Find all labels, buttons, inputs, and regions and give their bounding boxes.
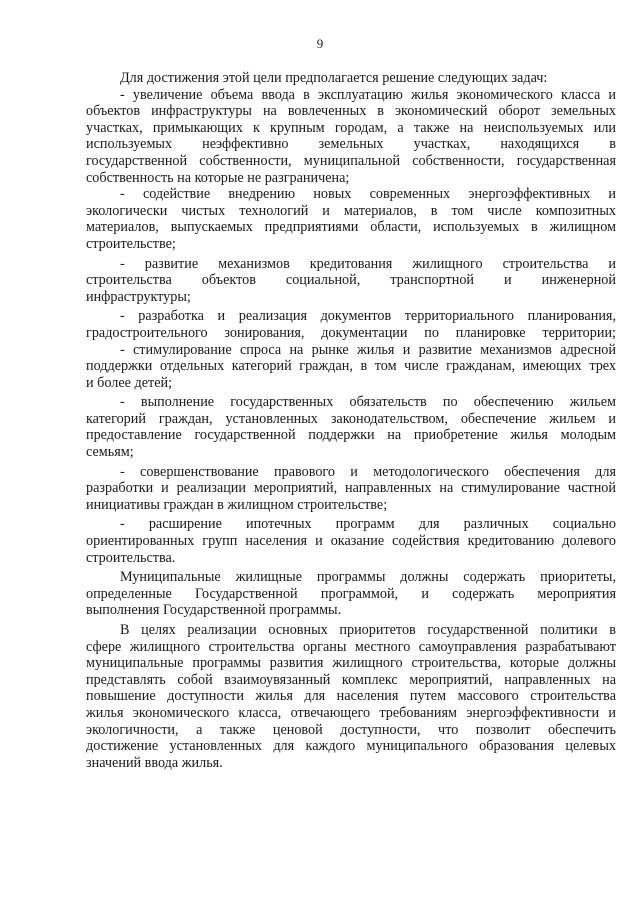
- text-line: семьям;: [86, 444, 134, 461]
- text-line: Для достижения этой цели предполагается решение следующих задач:: [120, 70, 548, 86]
- text-line: и более детей;: [86, 374, 173, 391]
- text-line: экологически чистых технологий и материалов, в том числе композитных: [86, 202, 616, 219]
- text-line: - содействие внедрению новых современных энергоэффективных и: [120, 186, 616, 203]
- text-line: градостроительного зонирования, документации по планировке территории;: [86, 324, 616, 341]
- text-line: экологичности, а также ценовой доступности, что позволит обеспечить: [86, 721, 616, 738]
- text-line: жилья экономического класса, отвечающего требованиям энергоэффективности и: [86, 704, 616, 721]
- text-line: строительства.: [86, 549, 176, 566]
- text-line: участках, примыкающих к крупным городам, а также на неиспользуемых или: [86, 119, 616, 136]
- text-line: - расширение ипотечных программ для различных социально: [120, 516, 616, 533]
- text-line: Муниципальные жилищные программы должны содержать приоритеты,: [120, 569, 616, 586]
- text-line: разработки и реализации мероприятий, направленных на стимулирование частной: [86, 480, 616, 497]
- text-line: муниципальные программы развития жилищного строительства, которые должны: [86, 655, 616, 672]
- text-line: - совершенствование правового и методологического обеспечения для: [120, 463, 616, 480]
- text-line: - разработка и реализация документов территориального планирования,: [120, 308, 616, 325]
- document-body: [86, 70, 616, 771]
- text-line: категорий граждан, установленных законодательством, обеспечение жильем и: [86, 410, 616, 427]
- text-line: ориентированных групп населения и оказание содействия кредитованию долевого: [86, 533, 616, 550]
- text-line: строительства объектов социальной, транспортной и инженерной: [86, 272, 616, 289]
- text-line: В целях реализации основных приоритетов государственной политики в: [120, 622, 616, 638]
- text-line: - стимулирование спроса на рынке жилья и развитие механизмов адресной: [120, 341, 616, 358]
- text-line: инициативы граждан в жилищном строительстве;: [86, 496, 388, 513]
- text-line: строительстве;: [86, 235, 176, 252]
- text-line: значений ввода жилья.: [86, 754, 223, 771]
- text-line: повышение доступности жилья для населения путем массового строительства: [86, 688, 616, 705]
- page-number: 9: [316, 36, 324, 51]
- text-line: достижение установленных для каждого муниципального образования целевых: [86, 738, 616, 755]
- text-line: поддержки отдельных категорий граждан, в том числе гражданам, имеющих трех: [86, 358, 616, 375]
- text-line: сфере жилищного строительства органы местного самоуправления разрабатывают: [86, 638, 616, 655]
- text-line: - развитие механизмов кредитования жилищного строительства и: [120, 255, 616, 272]
- text-line: собственность на которые не разграничена;: [86, 169, 350, 186]
- text-line: инфраструктуры;: [86, 288, 191, 305]
- text-line: государственной собственности, муниципальной собственности, государственная: [86, 152, 616, 169]
- text-line: определенные Государственной программой, и содержать мероприятия: [86, 585, 616, 602]
- text-line: - выполнение государственных обязательств по обеспечению жильем: [120, 394, 616, 411]
- text-line: предоставление государственной поддержки на приобретение жилья молодым: [86, 427, 616, 444]
- text-line: материалов, выпускаемых предприятиями области, используемых в жилищном: [86, 219, 616, 236]
- text-line: - увеличение объема ввода в эксплуатацию жилья экономического класса и: [120, 86, 616, 103]
- text-line: используемых неэффективно земельных участках, находящихся в: [86, 136, 616, 153]
- text-line: объектов инфраструктуры на вовлеченных в экономический оборот земельных: [86, 103, 616, 120]
- text-line: выполнения Государственной программы.: [86, 602, 342, 619]
- text-line: представлять собой взаимоувязанный комплекс мероприятий, направленных на: [86, 671, 616, 688]
